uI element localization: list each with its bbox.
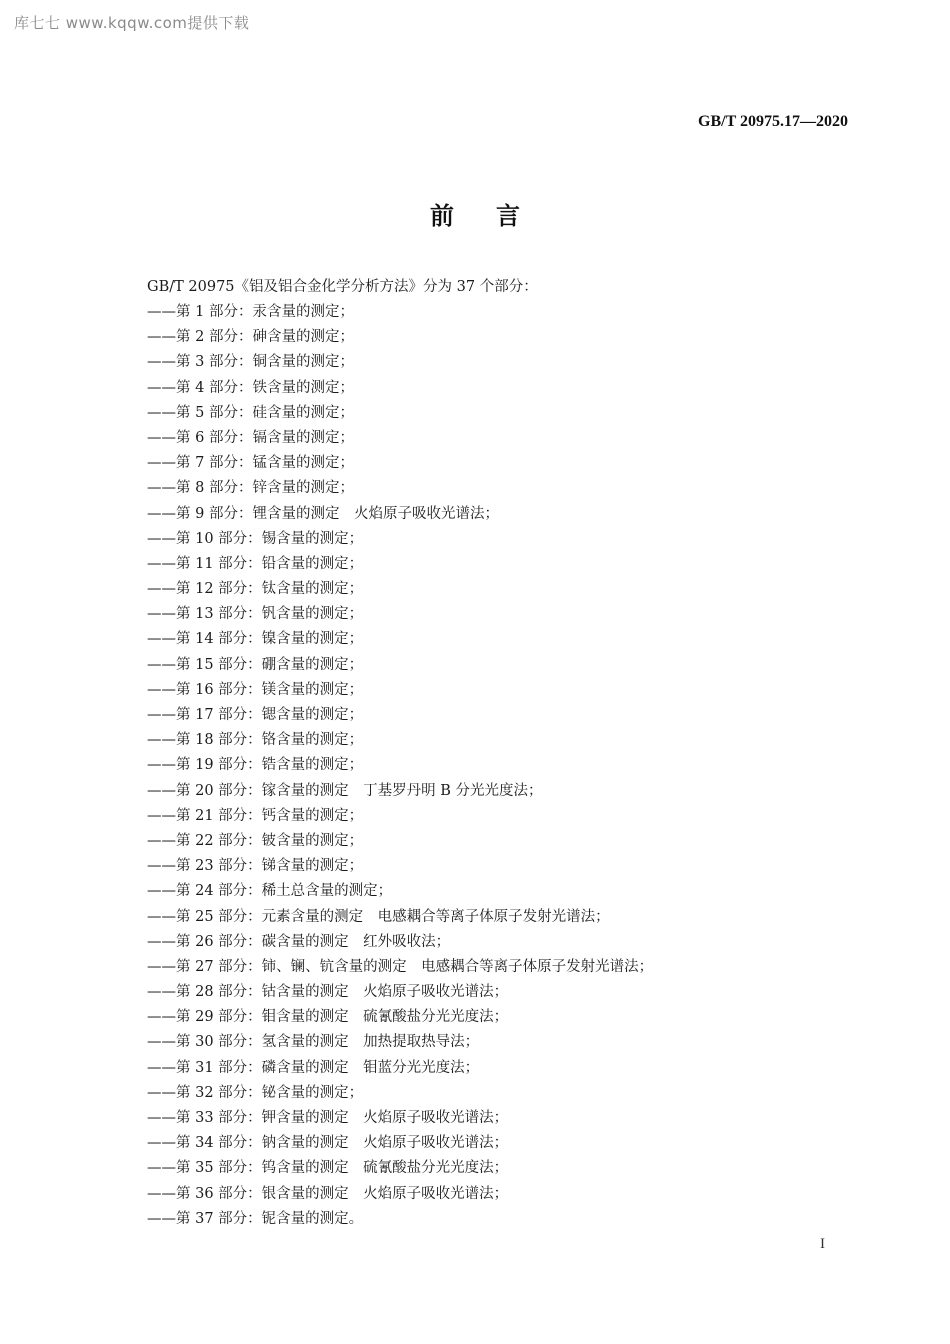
list-item: ——第 29 部分：钼含量的测定 硫氰酸盐分光光度法；	[147, 1009, 509, 1026]
list-item: ——第 13 部分：钒含量的测定；	[147, 606, 364, 623]
list-item: ——第 30 部分：氢含量的测定 加热提取热导法；	[147, 1034, 480, 1051]
list-item: ——第 16 部分：镁含量的测定；	[147, 681, 364, 698]
list-item: ——第 24 部分：稀土总含量的测定；	[147, 883, 393, 900]
list-item: ——第 34 部分：钠含量的测定 火焰原子吸收光谱法；	[147, 1135, 509, 1152]
list-item: ——第 21 部分：钙含量的测定；	[147, 807, 364, 824]
list-item: ——第 8 部分：锌含量的测定；	[147, 480, 354, 497]
list-item: ——第 9 部分：锂含量的测定 火焰原子吸收光谱法；	[147, 505, 499, 522]
list-item: ——第 23 部分：锑含量的测定；	[147, 858, 364, 875]
list-item: ——第 15 部分：硼含量的测定；	[147, 656, 364, 673]
list-item: ——第 6 部分：镉含量的测定；	[147, 429, 354, 446]
list-item: ——第 3 部分：铜含量的测定；	[147, 354, 354, 371]
list-item: ——第 19 部分：锆含量的测定；	[147, 757, 364, 774]
list-item: ——第 27 部分：铈、镧、钪含量的测定 电感耦合等离子体原子发射光谱法；	[147, 958, 654, 975]
list-item: ——第 22 部分：铍含量的测定；	[147, 832, 364, 849]
parts-list	[147, 300, 653, 1232]
list-item: ——第 28 部分：钴含量的测定 火焰原子吸收光谱法；	[147, 984, 509, 1001]
list-item: ——第 36 部分：银含量的测定 火焰原子吸收光谱法；	[147, 1185, 509, 1202]
list-item: ——第 25 部分：元素含量的测定 电感耦合等离子体原子发射光谱法；	[147, 908, 610, 925]
list-item: ——第 37 部分：铌含量的测定。	[147, 1210, 364, 1227]
list-item: ——第 5 部分：硅含量的测定；	[147, 404, 354, 421]
standard-code: GB/T 20975.17—2020	[698, 113, 848, 130]
list-item: ——第 17 部分：锶含量的测定；	[147, 707, 364, 723]
list-item: ——第 14 部分：镍含量的测定；	[147, 631, 364, 648]
intro-paragraph: GB/T 20975《铝及铝合金化学分析方法》分为 37 个部分：	[147, 279, 538, 295]
list-item: ——第 35 部分：钨含量的测定 硫氰酸盐分光光度法；	[147, 1160, 509, 1177]
list-item: ——第 11 部分：铅含量的测定；	[147, 555, 364, 572]
list-item: ——第 2 部分：砷含量的测定；	[147, 329, 354, 346]
list-item: ——第 20 部分：镓含量的测定 丁基罗丹明 B 分光光度法；	[147, 782, 543, 799]
watermark: 库七七 www.kqqw.com提供下载	[14, 14, 250, 32]
page-number: I	[820, 1236, 825, 1252]
list-item: ——第 12 部分：钛含量的测定；	[147, 581, 364, 598]
list-item: ——第 18 部分：铬含量的测定；	[147, 732, 364, 749]
page-title: 前言	[430, 202, 562, 230]
list-item: ——第 31 部分：磷含量的测定 钼蓝分光光度法；	[147, 1059, 480, 1076]
list-item: ——第 1 部分：汞含量的测定；	[147, 304, 354, 320]
list-item: ——第 10 部分：锡含量的测定；	[147, 530, 364, 547]
list-item: ——第 32 部分：铋含量的测定；	[147, 1084, 364, 1101]
list-item: ——第 33 部分：钾含量的测定 火焰原子吸收光谱法；	[147, 1110, 509, 1126]
list-item: ——第 26 部分：碳含量的测定 红外吸收法；	[147, 933, 451, 950]
list-item: ——第 7 部分：锰含量的测定；	[147, 455, 354, 472]
list-item: ——第 4 部分：铁含量的测定；	[147, 379, 354, 396]
